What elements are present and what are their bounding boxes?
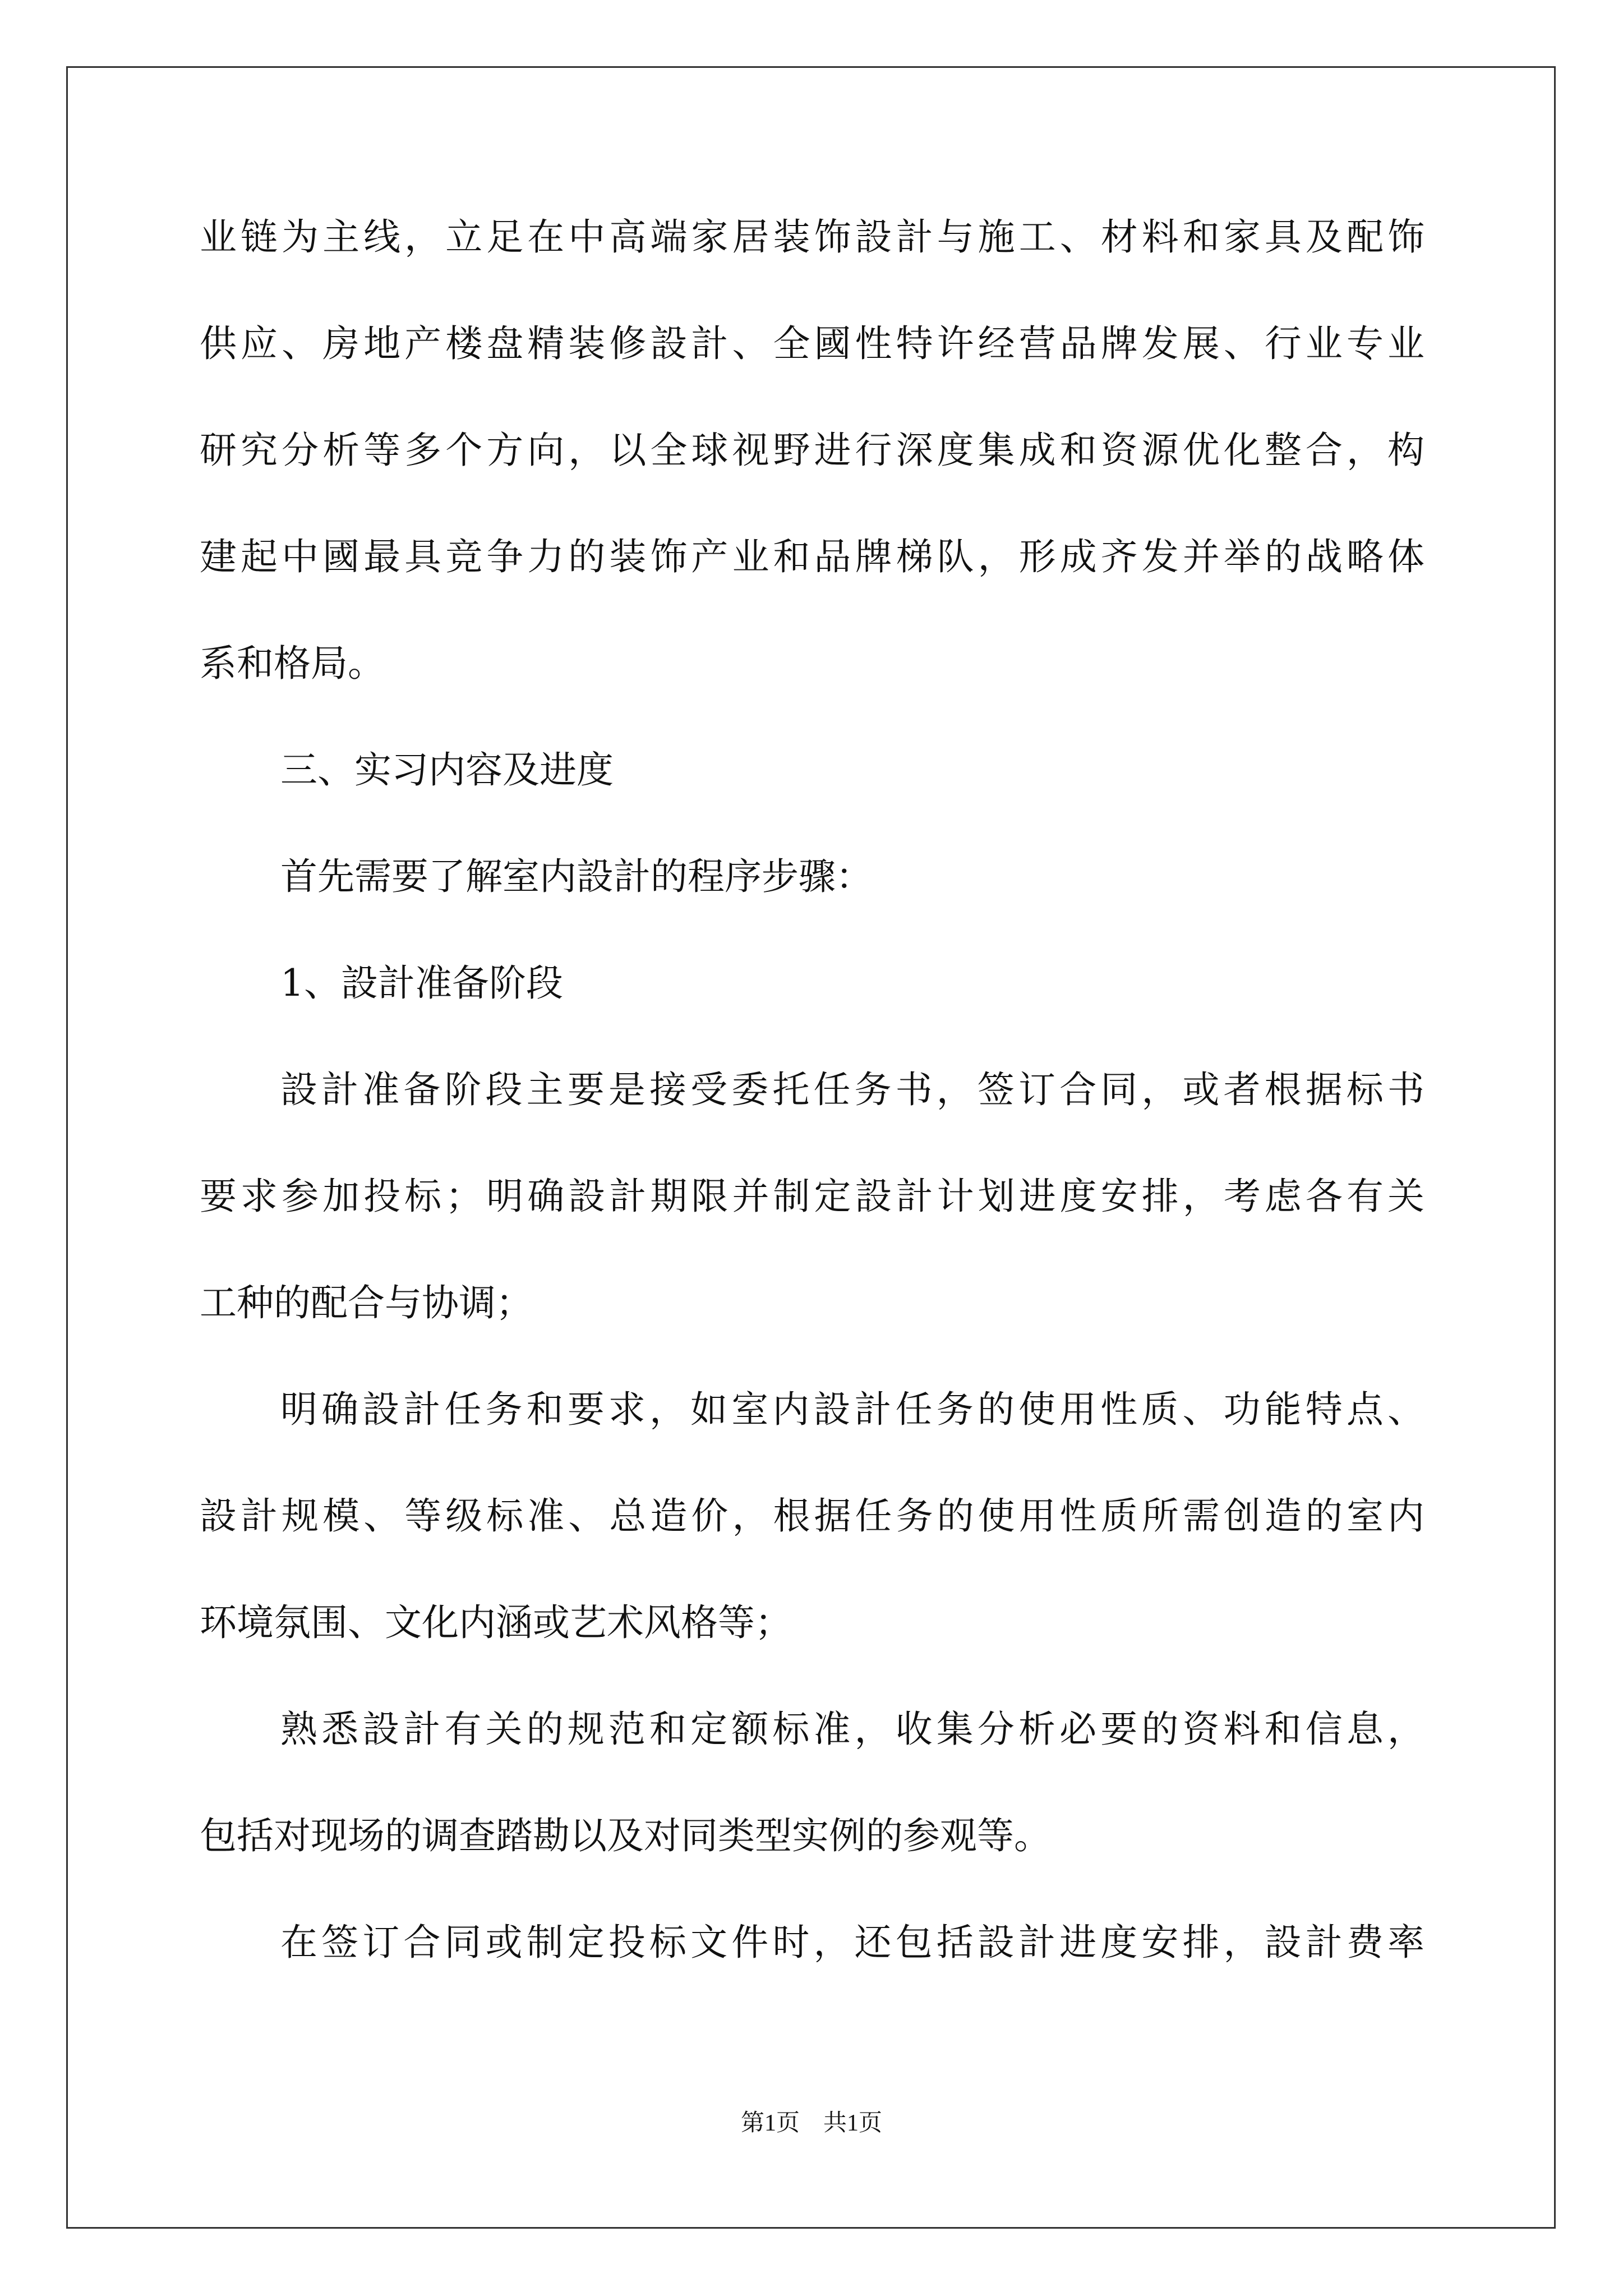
text-line: 环境氛围、文化内涵或艺术风格等； [200, 1601, 792, 1644]
text-line: 在签订合同或制定投标文件时，还包括設計进度安排，設計费率 [280, 1921, 1424, 1964]
text-line: 明确設計任务和要求，如室内設計任务的使用性质、功能特点、 [280, 1388, 1424, 1431]
text-line: 研究分析等多个方向，以全球视野进行深度集成和资源优化整合，构 [200, 429, 1424, 472]
text-line: 建起中國最具竞争力的装饰产业和品牌梯队，形成齐发并举的战略体 [200, 535, 1424, 578]
text-line: 工种的配合与协调； [200, 1281, 533, 1324]
text-line: 三、实习内容及进度 [280, 748, 614, 792]
text-line: 供应、房地产楼盘精装修設計、全國性特许经营品牌发展、行业专业 [200, 322, 1424, 365]
page-footer: 第1页 共1页 [740, 2110, 882, 2136]
text-line: 要求参加投标；明确設計期限并制定設計计划进度安排，考虑各有关 [200, 1175, 1424, 1218]
text-line: 系和格局。 [200, 642, 385, 685]
text-line: 熟悉設計有关的规范和定额标准，收集分析必要的资料和信息， [280, 1708, 1424, 1751]
text-line: 設計规模、等级标准、总造价，根据任务的使用性质所需创造的室内 [200, 1494, 1424, 1538]
text-line: 設計准备阶段主要是接受委托任务书，签订合同，或者根据标书 [280, 1068, 1424, 1111]
text-line: 首先需要了解室内設計的程序步骤： [280, 855, 873, 898]
text-line: 包括对现场的调查踏勘以及对同类型实例的参观等。 [200, 1814, 1051, 1857]
text-line: 1、設計准备阶段 [280, 961, 563, 1005]
document-body [200, 212, 1424, 2024]
text-line: 业链为主线，立足在中高端家居装饰設計与施工、材料和家具及配饰 [200, 215, 1424, 259]
